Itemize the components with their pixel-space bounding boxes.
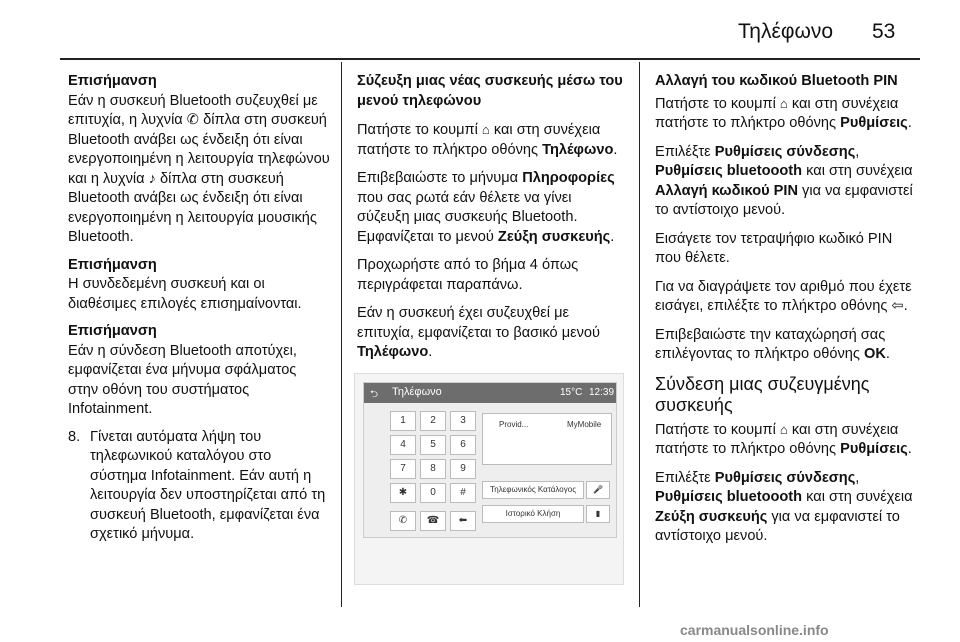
bold-text: OK	[864, 346, 886, 362]
section-heading	[357, 72, 625, 111]
temperature: 15°C	[560, 387, 583, 398]
keypad-key: 7	[390, 459, 416, 479]
text: Επιβεβαιώστε την καταχώρησή σας επιλέγοντας το πλήκτρο οθόνης	[655, 326, 886, 362]
note-text: Εάν η σύνδεση Bluetooth αποτύχει, εμφανίζεται ένα μήνυμα σφάλματος στην οθόνη του συστήματος Infotainment.	[68, 342, 297, 417]
bold-text: Ζεύξη συσκευής	[497, 228, 611, 245]
step-number: 8.	[68, 428, 81, 445]
infotainment-screen	[363, 382, 617, 538]
page-number: 53	[872, 20, 896, 43]
page-header-title: Τηλέφωνο	[738, 20, 834, 43]
bold-text: Ρυθμίσεις σύνδεσης	[714, 143, 856, 160]
home-icon: ⌂	[779, 95, 788, 111]
paragraph: Επιβεβαιώστε το μήνυμα Πληροφορίες που σας ρωτά εάν θέλετε να γίνει σύζευξη μιας συσκευής Bluetooth. Εμφανίζεται το μενού Ζεύξη συσκευής.	[357, 170, 615, 245]
home-icon: ⌂	[779, 421, 788, 437]
back-icon: ⮌	[370, 389, 379, 400]
column-1	[68, 72, 330, 545]
keypad-key: 3	[450, 411, 476, 431]
paragraph: Επιλέξτε Ρυθμίσεις σύνδεσης, Ρυθμίσεις bluetoooth και στη συνέχεια Ζεύξη συσκευής για να εμφανιστεί το αντίστοιχο μενού.	[655, 469, 913, 544]
bold-text: Τηλέφωνο	[542, 141, 614, 158]
column-3	[655, 72, 917, 556]
text: και στη συνέχεια	[802, 489, 913, 505]
paragraph: Επιλέξτε Ρυθμίσεις σύνδεσης, Ρυθμίσεις bluetoooth και στη συνέχεια Αλλαγή κωδικού PIN για να εμφανιστεί το αντίστοιχο μενού.	[655, 143, 913, 218]
bold-text: Τηλέφωνο	[357, 344, 429, 360]
heading-text: Σύζευξη μιας νέας συσκευής μέσω του μενού τηλεφώνου	[357, 73, 623, 109]
phone-screen-illustration	[354, 373, 624, 585]
keypad-key: 4	[390, 435, 416, 455]
bold-text: Ρυθμίσεις bluetoooth	[655, 489, 803, 505]
bold-text: Ρυθμίσεις	[840, 115, 908, 131]
call-icon: ✆	[390, 511, 416, 531]
keypad-key: ✱	[390, 483, 416, 503]
step-text: Γίνεται αυτόματα λήψη του τηλεφωνικού καταλόγου στο σύστημα Infotainment. Εάν αυτή η λειτουργία δεν υποστηρίζεται από τη συσκευή Bluetooth, εμφανίζεται ένα σχετικό μήνυμα.	[90, 428, 326, 542]
button-label: Ιστορικό Κλήση	[505, 509, 561, 518]
note-1	[68, 72, 330, 248]
note-text: Η συνδεδεμένη συσκευή και οι διαθέσιμες επιλογές επισημαίνονται.	[68, 276, 302, 312]
text: Πατήστε το κουμπί	[357, 122, 482, 138]
text: για να εμφανιστεί το αντίστοιχο μενού.	[655, 182, 913, 218]
note-title: Επισήμανση	[68, 73, 157, 89]
paragraph: Επιβεβαιώστε την καταχώρησή σας επιλέγοντας το πλήκτρο οθόνης OK.	[655, 326, 890, 362]
paragraph: Πατήστε το κουμπί ⌂ και στη συνέχεια πατήστε το πλήκτρο οθόνης Ρυθμίσεις.	[655, 95, 912, 131]
note-title: Επισήμανση	[68, 256, 157, 273]
note-3	[68, 322, 330, 420]
device-panel	[482, 413, 612, 465]
keypad-key: 5	[420, 435, 446, 455]
keypad-key: 1	[390, 411, 416, 431]
provider-label: Provid...	[499, 420, 529, 429]
backspace-icon: ⬅	[450, 511, 476, 531]
keypad-key: 0	[420, 483, 446, 503]
paragraph: Πατήστε το κουμπί ⌂ και στη συνέχεια πατήστε το πλήκτρο οθόνης Ρυθμίσεις.	[655, 421, 912, 457]
keypad-key: #	[450, 483, 476, 503]
paragraph: Πατήστε το κουμπί ⌂ και στη συνέχεια πατήστε το πλήκτρο οθόνης Τηλέφωνο.	[357, 122, 618, 158]
bold-text: Ζεύξη συσκευής	[655, 508, 768, 525]
history-button	[482, 505, 584, 523]
clock: 12:39	[589, 387, 615, 398]
text: και στη συνέχεια πατήστε το πλήκτρο οθόνης	[655, 95, 899, 131]
column-divider-1	[341, 62, 342, 607]
text: Εάν η συσκευή έχει συζευχθεί με επιτυχία, εμφανίζεται το βασικό μενού	[357, 305, 601, 341]
note-title: Επισήμανση	[68, 323, 157, 339]
keypad-key: 9	[450, 459, 476, 479]
note-2	[68, 256, 330, 315]
text: Επιλέξτε	[655, 469, 715, 486]
button-label: Τηλεφωνικός Κατάλογος	[489, 485, 577, 494]
text: Επιλέξτε	[655, 143, 715, 160]
status-bar	[364, 383, 616, 403]
keypad-key: 2	[420, 411, 446, 431]
text: Επιβεβαιώστε το μήνυμα	[357, 170, 523, 186]
device-label: MyMobile	[567, 420, 602, 429]
text: για να εμφανιστεί το αντίστοιχο μενού.	[655, 508, 900, 544]
paragraph: Εάν η συσκευή έχει συζευχθεί με επιτυχία, εμφανίζεται το βασικό μενού Τηλέφωνο.	[357, 305, 601, 360]
section-title: Σύνδεση μιας συζευγμένης συσκευής	[655, 373, 870, 415]
step-8	[68, 428, 330, 545]
text: που σας ρωτά εάν θέλετε να γίνει σύζευξη μιας συσκευής Bluetooth. Εμφανίζεται το μενού	[357, 189, 578, 245]
section-heading	[655, 72, 917, 92]
bold-text: Ρυθμίσεις bluetoooth	[655, 163, 803, 179]
home-icon: ⌂	[481, 122, 490, 137]
column-2	[357, 72, 625, 372]
bold-text: Πληροφορίες	[522, 170, 615, 186]
keypad-key: 6	[450, 435, 476, 455]
mute-icon: 🎤	[586, 481, 610, 499]
bold-text: Ρυθμίσεις	[840, 441, 908, 457]
heading-text: Αλλαγή του κωδικού Bluetooth PIN	[655, 73, 898, 89]
paragraph: Εισάγετε τον τετραψήφιο κωδικό PIN που θέλετε.	[655, 230, 893, 266]
hangup-icon: ☎	[420, 511, 446, 531]
bold-text: Αλλαγή κωδικού PIN	[655, 182, 798, 199]
watermark: carmanualsonline.info	[680, 622, 829, 638]
text: και στη συνέχεια	[802, 163, 913, 179]
keypad-key: 8	[420, 459, 446, 479]
text: και στη συνέχεια πατήστε το πλήκτρο οθόνης	[357, 122, 601, 158]
text: Πατήστε το κουμπί	[655, 421, 780, 438]
text: Πατήστε το κουμπί	[655, 95, 780, 112]
note-text: Εάν η συσκευή Bluetooth συζευχθεί με επιτυχία, η λυχνία ✆ δίπλα στη συσκευή Bluetooth ανάβει ως ένδειξη ότι είναι ενεργοποιημένη η λειτουργία τηλεφώνου και η λυχνία ♪ δίπλα στη συσκευή Bluetooth ανάβει ως ένδειξη ότι είναι ενεργοποιημένη η λειτουργία μουσικής Bluetooth.	[68, 92, 330, 245]
bold-text: Ρυθμίσεις σύνδεσης	[714, 469, 856, 486]
contacts-button	[482, 481, 584, 499]
handset-icon: ▮	[586, 505, 610, 523]
paragraph: Για να διαγράψετε τον αριθμό που έχετε εισάγει, επιλέξτε το πλήκτρο οθόνης ⇦.	[655, 278, 912, 314]
screen-title: Τηλέφωνο	[392, 386, 442, 398]
header-divider	[60, 58, 920, 60]
column-divider-2	[639, 62, 640, 607]
paragraph: Προχωρήστε από το βήμα 4 όπως περιγράφεται παραπάνω.	[357, 257, 579, 293]
text: και στη συνέχεια πατήστε το πλήκτρο οθόνης	[655, 421, 899, 457]
